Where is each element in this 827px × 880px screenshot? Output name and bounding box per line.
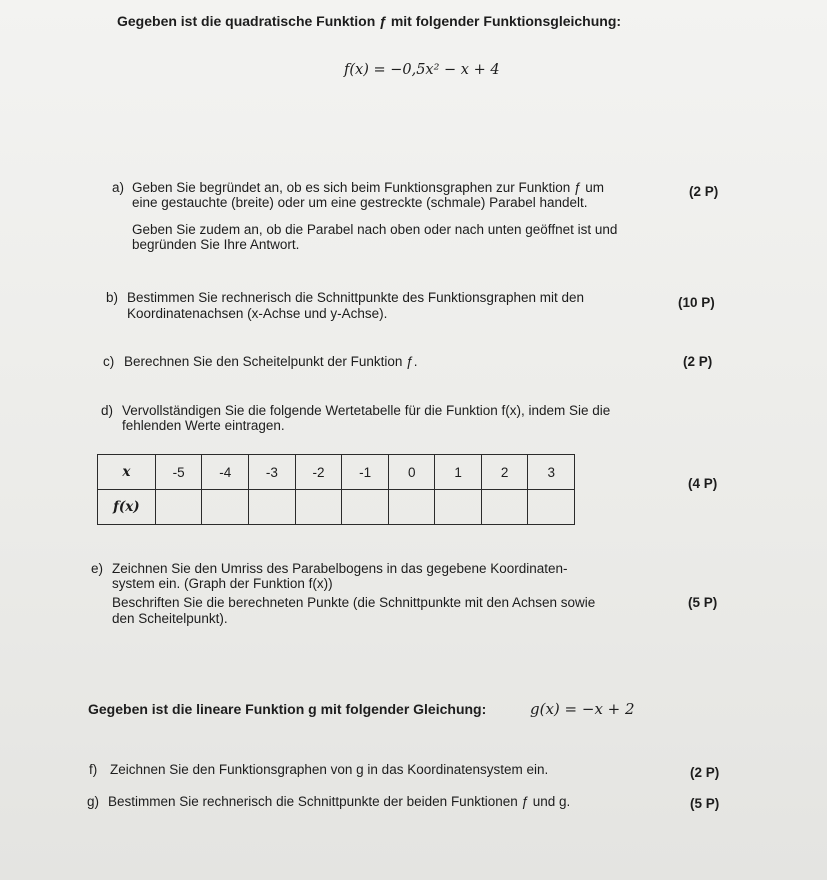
task-c-letter: c) <box>103 354 115 369</box>
task-c-points: (2 P) <box>683 354 713 369</box>
fx-empty-cell[interactable] <box>388 490 434 525</box>
value-table-x-header: x <box>98 455 156 490</box>
task-e-line2: system ein. (Graph der Funktion f(x)) <box>112 576 333 591</box>
fx-empty-cell[interactable] <box>295 490 342 525</box>
x-value-cell: 1 <box>435 455 481 490</box>
x-value-cell: 3 <box>528 455 575 490</box>
value-table-fx-row <box>98 490 575 525</box>
task-d-line2: fehlenden Werte eintragen. <box>122 418 285 433</box>
task-c-line1: Berechnen Sie den Scheitelpunkt der Funktion ƒ. <box>124 354 418 369</box>
fx-empty-cell[interactable] <box>435 490 481 525</box>
fx-empty-cell[interactable] <box>481 490 527 525</box>
task-g-letter: g) <box>87 794 100 809</box>
task-e-line4: den Scheitelpunkt). <box>112 611 228 626</box>
task-a-line4: begründen Sie Ihre Antwort. <box>132 237 300 252</box>
function-g-equation: g(x) = −x + 2 <box>530 700 635 718</box>
x-value-cell: -3 <box>249 455 296 490</box>
task-a-line3: Geben Sie zudem an, ob die Parabel nach oben oder nach unten geöffnet ist und <box>132 222 618 237</box>
value-table-x-row <box>98 455 575 490</box>
function-f-equation: f(x) = −0,5x² − x + 4 <box>344 62 500 78</box>
x-value-cell: 0 <box>388 455 434 490</box>
task-a-letter: a) <box>112 180 125 195</box>
value-table <box>97 454 575 525</box>
x-value-cell: -1 <box>342 455 389 490</box>
intro-linear: Gegeben ist die lineare Funktion g mit folgender Gleichung: <box>88 701 487 717</box>
task-b-line2: Koordinatenachsen (x-Achse und y-Achse). <box>127 306 388 321</box>
task-d-points: (4 P) <box>688 476 718 491</box>
intro-quadratic: Gegeben ist die quadratische Funktion ƒ mit folgender Funktionsgleichung: <box>117 13 622 29</box>
x-value-cell: 2 <box>481 455 527 490</box>
task-e-line1: Zeichnen Sie den Umriss des Parabelbogens in das gegebene Koordinaten- <box>112 561 568 576</box>
task-g-points: (5 P) <box>690 796 720 811</box>
task-f-line1: Zeichnen Sie den Funktionsgraphen von g in das Koordinatensystem ein. <box>110 762 549 777</box>
value-table-fx-header: f(x) <box>98 490 156 525</box>
task-a-points: (2 P) <box>689 184 719 199</box>
fx-empty-cell[interactable] <box>528 490 575 525</box>
x-value-cell: -2 <box>295 455 342 490</box>
task-b-points: (10 P) <box>678 295 715 310</box>
task-e-points: (5 P) <box>688 595 718 610</box>
x-value-cell: -5 <box>155 455 202 490</box>
task-a-line2: eine gestauchte (breite) oder um eine gestreckte (schmale) Parabel handelt. <box>132 195 588 210</box>
task-e-letter: e) <box>91 561 104 576</box>
x-value-cell: -4 <box>202 455 249 490</box>
fx-empty-cell[interactable] <box>202 490 249 525</box>
task-b-letter: b) <box>106 290 119 305</box>
task-g-line1: Bestimmen Sie rechnerisch die Schnittpunkte der beiden Funktionen ƒ und g. <box>108 794 571 809</box>
fx-empty-cell[interactable] <box>249 490 296 525</box>
task-f-letter: f) <box>89 762 98 777</box>
task-f-points: (2 P) <box>690 765 720 780</box>
fx-empty-cell[interactable] <box>342 490 389 525</box>
task-e-line3: Beschriften Sie die berechneten Punkte (die Schnittpunkte mit den Achsen sowie <box>112 595 596 610</box>
fx-empty-cell[interactable] <box>155 490 202 525</box>
task-a-line1: Geben Sie begründet an, ob es sich beim Funktionsgraphen zur Funktion ƒ um <box>132 180 605 195</box>
task-d-line1: Vervollständigen Sie die folgende Wertetabelle für die Funktion f(x), indem Sie die <box>122 403 611 418</box>
task-b-line1: Bestimmen Sie rechnerisch die Schnittpunkte des Funktionsgraphen mit den <box>127 290 584 305</box>
task-d-letter: d) <box>101 403 114 418</box>
